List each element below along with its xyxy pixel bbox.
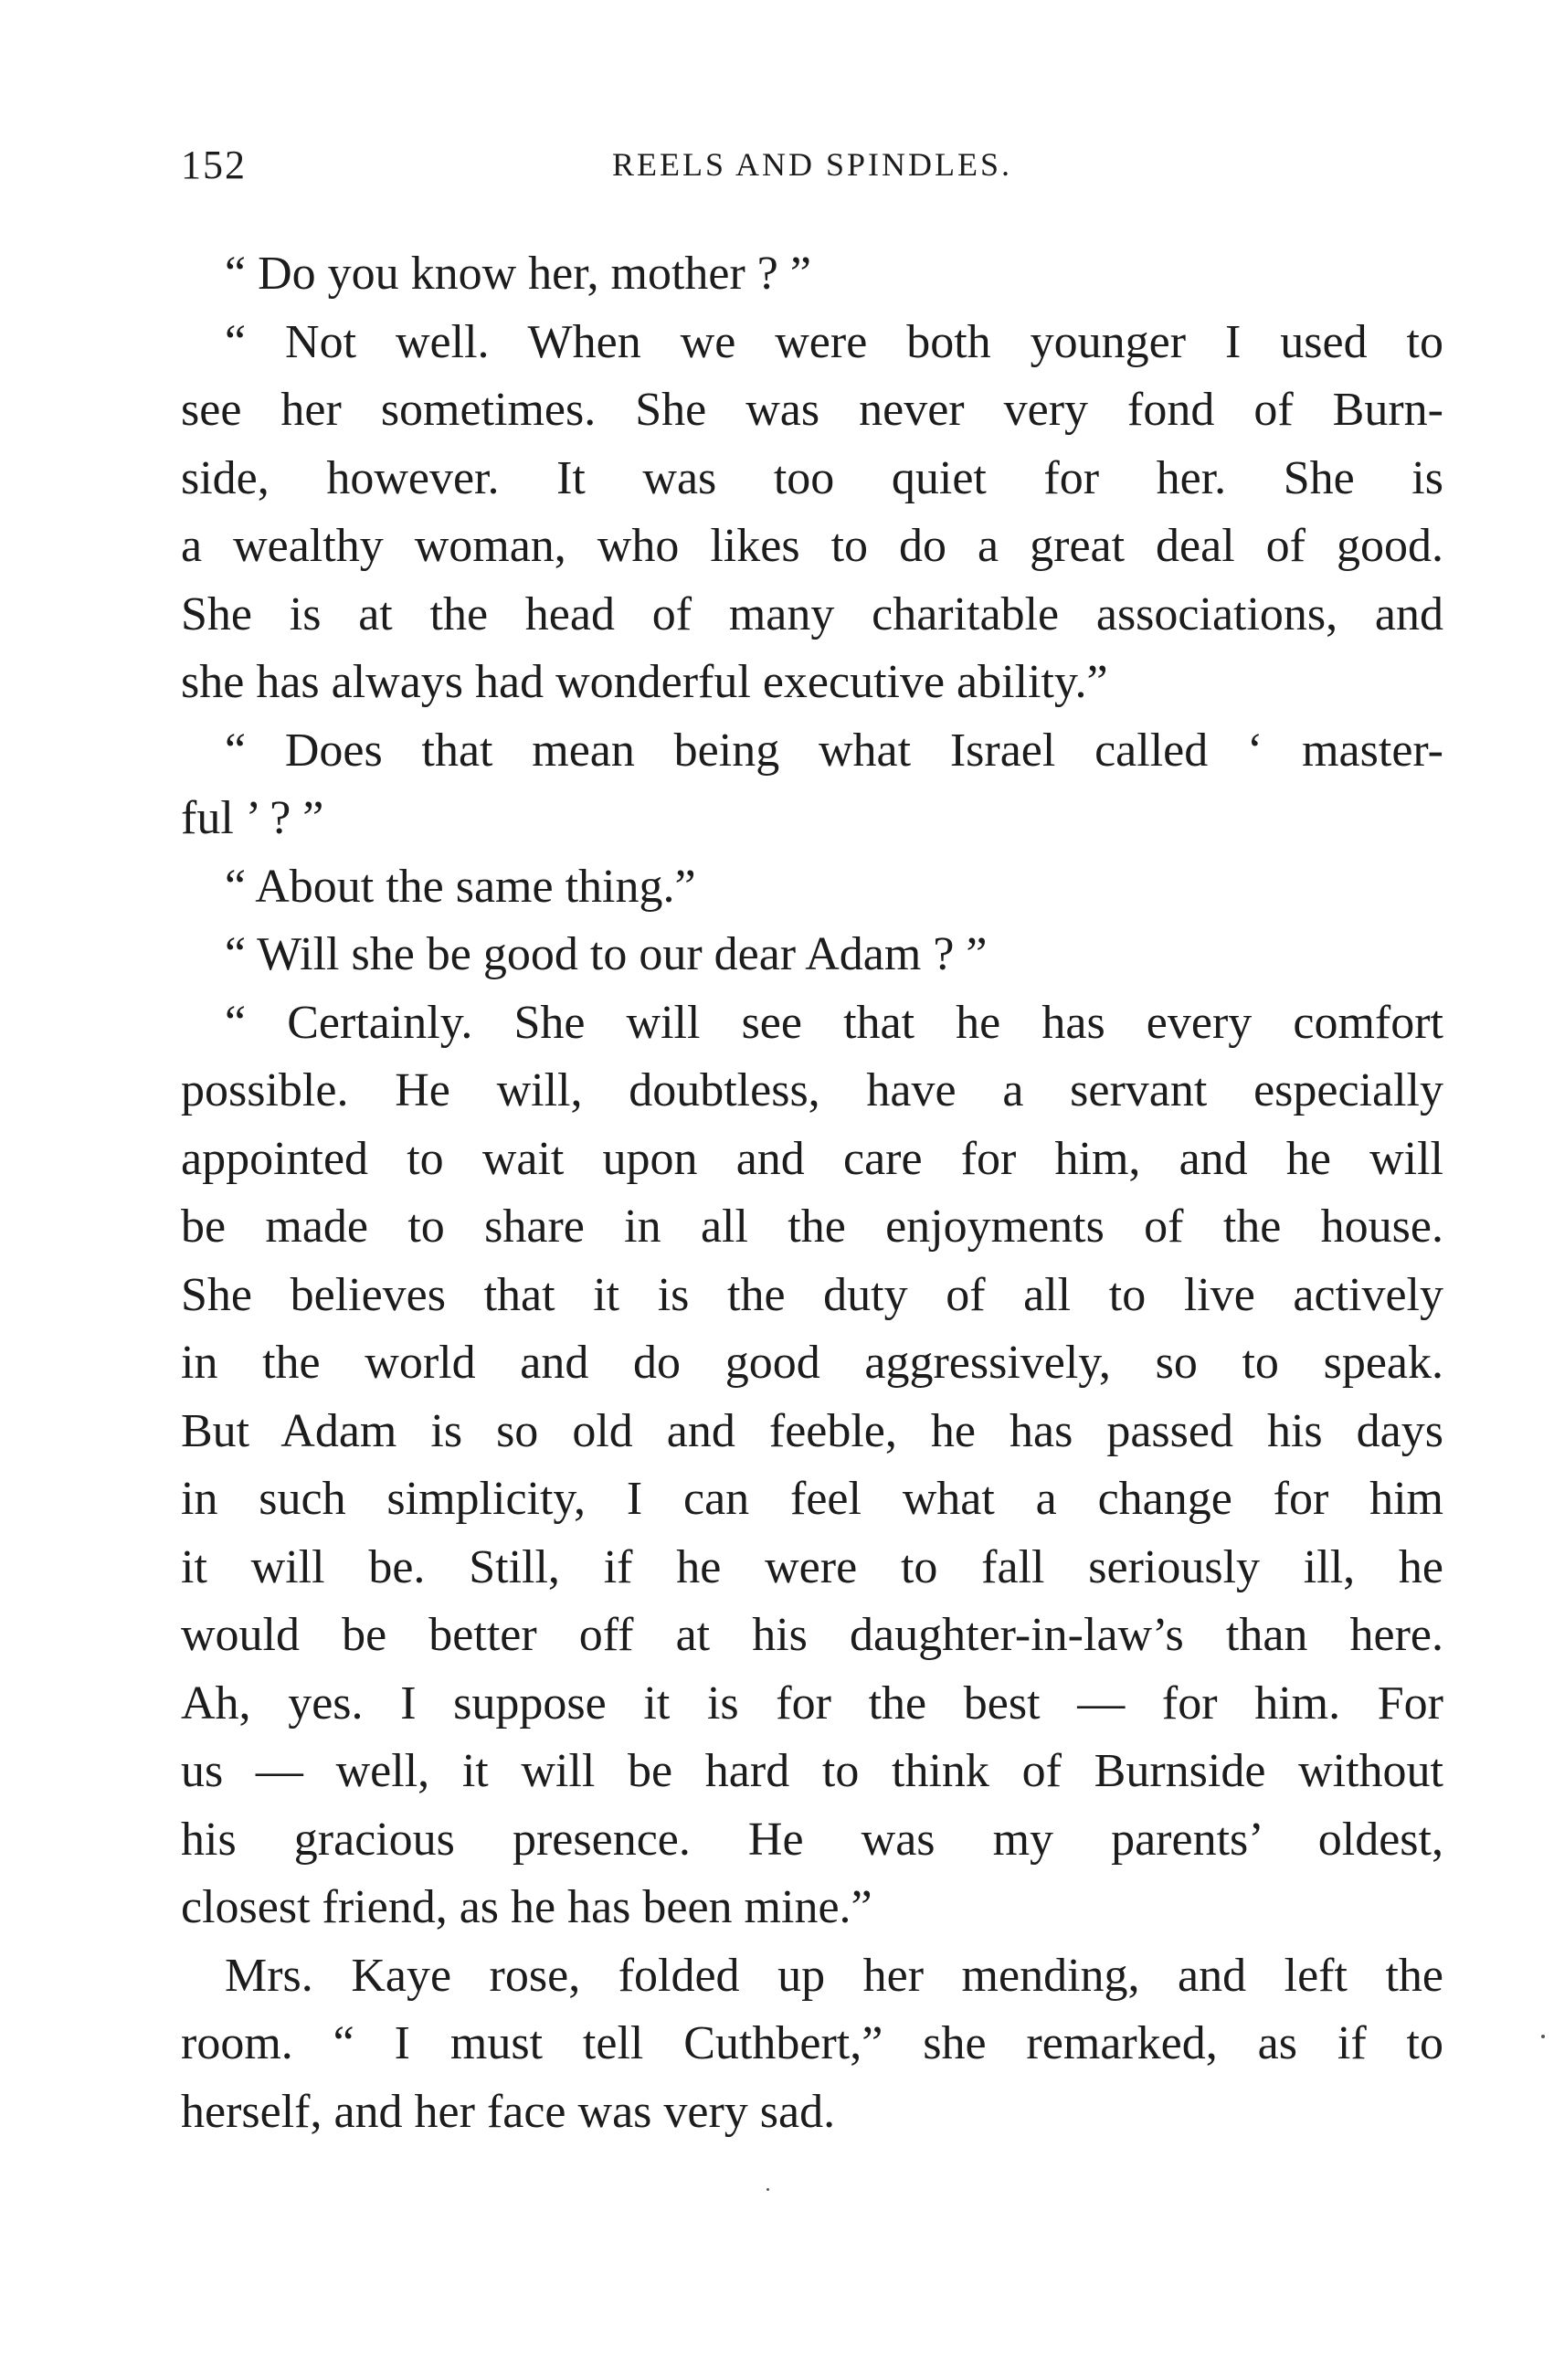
text-line: us — well, it will be hard to think of Burnside without	[181, 1745, 1443, 1797]
text-line: would be better off at his daughter-in-law’s than here.	[181, 1609, 1443, 1661]
text-line: “ Will she be good to our dear Adam ? ”	[225, 928, 988, 980]
text-line: ful ’ ? ”	[181, 792, 324, 844]
text-line: herself, and her face was very sad.	[181, 2085, 836, 2138]
text-line: possible. He will, doubtless, have a servant especially	[181, 1064, 1443, 1116]
text-line: She is at the head of many charitable associations, and	[181, 587, 1443, 640]
ink-speck	[766, 2188, 769, 2191]
text-line: “ Do you know her, mother ? ”	[225, 248, 811, 300]
text-line: be made to share in all the enjoyments of the house.	[181, 1201, 1443, 1253]
running-title: REELS AND SPINDLES.	[611, 146, 1013, 183]
text-line: “ About the same thing.”	[225, 860, 696, 913]
text-line: side, however. It was too quiet for her. She is	[181, 451, 1443, 504]
text-line: she has always had wonderful executive ability.”	[181, 656, 1108, 708]
text-line: appointed to wait upon and care for him, and he will	[181, 1132, 1443, 1185]
page-header	[181, 142, 1443, 187]
ink-speck	[1541, 2035, 1545, 2038]
text-line: in the world and do good aggressively, so to speak.	[181, 1337, 1443, 1389]
text-line: room. “ I must tell Cuthbert,” she remarked, as if to	[181, 2017, 1443, 2069]
text-line: it will be. Still, if he were to fall seriously ill, he	[181, 1540, 1443, 1593]
text-line: Mrs. Kaye rose, folded up her mending, and left the	[225, 1949, 1443, 2002]
body-text	[181, 240, 1443, 2146]
text-line: But Adam is so old and feeble, he has passed his days	[181, 1404, 1443, 1457]
text-line: “ Certainly. She will see that he has every comfort	[225, 996, 1443, 1049]
text-line: his gracious presence. He was my parents’ oldest,	[181, 1813, 1443, 1866]
text-line: Ah, yes. I suppose it is for the best — for him. For	[181, 1677, 1443, 1729]
text-line: in such simplicity, I can feel what a change for him	[181, 1473, 1443, 1525]
text-line: a wealthy woman, who likes to do a great deal of good.	[181, 520, 1443, 572]
text-line: She believes that it is the duty of all to live actively	[181, 1268, 1443, 1321]
text-line: see her sometimes. She was never very fond of Burn-	[181, 384, 1443, 436]
text-line: “ Not well. When we were both younger I used to	[225, 315, 1443, 368]
text-line: “ Does that mean being what Israel called ‘ master-	[225, 724, 1443, 777]
page-number: 152	[181, 143, 247, 187]
text-line: closest friend, as he has been mine.”	[181, 1881, 872, 1933]
